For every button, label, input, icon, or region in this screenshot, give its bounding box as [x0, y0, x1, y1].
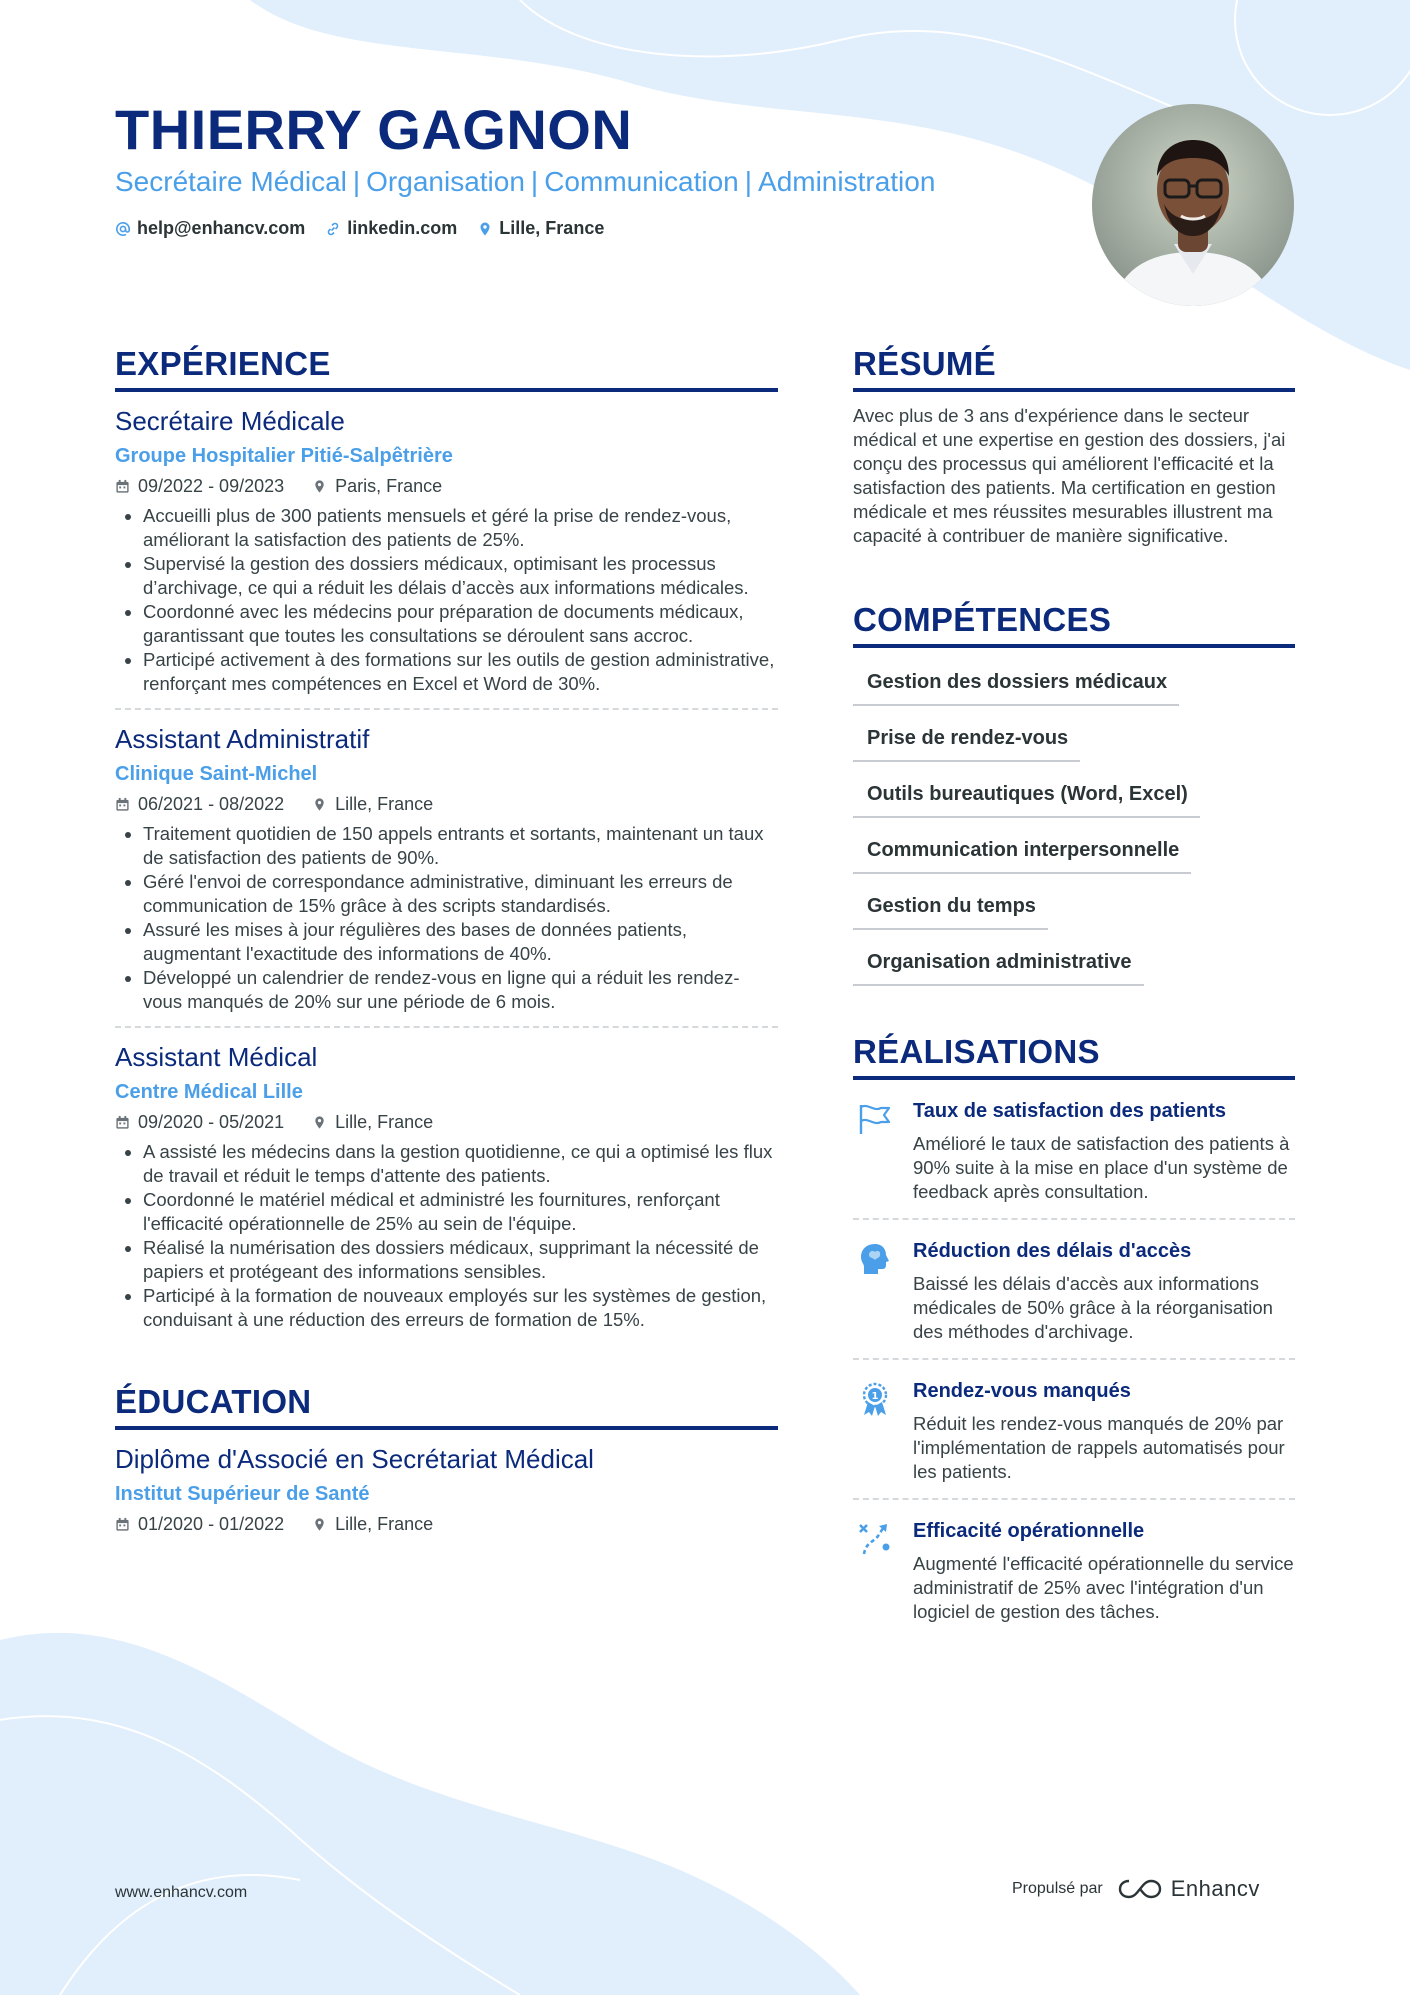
company-name: Clinique Saint-Michel [115, 763, 318, 785]
education-entry [115, 1430, 778, 1536]
calendar-icon [115, 479, 130, 494]
job-location: Lille, France [335, 794, 434, 814]
achievement-item [853, 1360, 1295, 1500]
right-column [853, 344, 1295, 1638]
job-bullet: • Participé à la formation de nouveaux employés sur les systèmes de gestion, conduisant à une réduction des erreurs de formation de 15%. [143, 1284, 778, 1332]
skill-tag: Communication interpersonnelle [853, 826, 1191, 874]
achievement-item [853, 1500, 1295, 1638]
job-bullet: • Géré l'envoi de correspondance administrative, diminuant les erreurs de communication de 15% grâce à des scripts standardisés. [143, 870, 778, 918]
headline-item: Communication [544, 166, 739, 197]
headline-separator: | [352, 166, 361, 197]
job-bullets [115, 504, 778, 696]
experience-entry [115, 710, 778, 1028]
education-location: Lille, France [335, 1514, 434, 1534]
contact-linkedin[interactable] [325, 218, 457, 239]
education-meta [115, 1512, 778, 1536]
achievement-title: Rendez-vous manqués [913, 1380, 1131, 1402]
headline [115, 166, 935, 198]
headline-item: Organisation [366, 166, 525, 197]
degree-title: Diplôme d'Associé en Secrétariat Médical [115, 1444, 594, 1474]
location-pin-icon [312, 1517, 327, 1532]
skills-section-title: COMPÉTENCES [853, 600, 1295, 648]
skill-list [853, 658, 1295, 986]
education-section-title: ÉDUCATION [115, 1382, 778, 1430]
skills-section [853, 600, 1295, 986]
job-bullet: • A assisté les médecins dans la gestion quotidienne, ce qui a optimisé les flux de travail et réduit le temps d'attente des patients. [143, 1140, 778, 1188]
achievement-title: Réduction des délais d'accès [913, 1240, 1192, 1262]
link-icon [325, 221, 341, 237]
calendar-icon [115, 797, 130, 812]
job-bullet: • Supervisé la gestion des dossiers médicaux, optimisant les processus d’archivage, ce qui a réduit les délais d’accès aux informations médicales. [143, 552, 778, 600]
powered-by-text: Propulsé par [1012, 1880, 1103, 1897]
job-bullets [115, 822, 778, 1014]
left-column [115, 344, 778, 1536]
experience-entry [115, 392, 778, 710]
experience-section-title: EXPÉRIENCE [115, 344, 778, 392]
contact-location [477, 218, 604, 239]
skill-tag: Organisation administrative [853, 938, 1144, 986]
school-name: Institut Supérieur de Santé [115, 1483, 370, 1505]
calendar-icon [115, 1517, 130, 1532]
achievement-desc: Augmenté l'efficacité opérationnelle du service administratif de 25% avec l'intégration d'un logiciel de gestion des tâches. [913, 1553, 1294, 1622]
headline-item: Administration [758, 166, 936, 197]
experience-entry [115, 1028, 778, 1332]
profile-photo [1092, 104, 1294, 306]
job-title: Secrétaire Médicale [115, 406, 345, 436]
education-dates: 01/2020 - 01/2022 [138, 1514, 285, 1534]
achievement-desc: Amélioré le taux de satisfaction des patients à 90% suite à la mise en place d'un système de feedback après consultation. [913, 1133, 1290, 1202]
education-section [115, 1382, 778, 1536]
job-bullet: • Assuré les mises à jour régulières des bases de données patients, augmentant l'exactitude des informations de 40%. [143, 918, 778, 966]
summary-section-title: RÉSUMÉ [853, 344, 1295, 392]
at-icon [115, 221, 131, 237]
flag-icon [856, 1100, 894, 1138]
achievement-desc: Baissé les délais d'accès aux informations médicales de 50% grâce à la réorganisation des méthodes d'archivage. [913, 1273, 1273, 1342]
strategy-icon [856, 1520, 894, 1558]
job-bullet: • Réalisé la numérisation des dossiers médicaux, supprimant la nécessité de papiers et protégeant des informations sensibles. [143, 1236, 778, 1284]
linkedin-text: linkedin.com [347, 218, 458, 238]
job-bullet: • Développé un calendrier de rendez-vous en ligne qui a réduit les rendez-vous manqués de 20% sur une période de 6 mois. [143, 966, 778, 1014]
svg-text:1: 1 [871, 1391, 879, 1402]
achievements-section [853, 1032, 1295, 1638]
brand-name: Enhancv [1170, 1876, 1260, 1901]
achievements-section-title: RÉALISATIONS [853, 1032, 1295, 1080]
footer-website[interactable]: www.enhancv.com [115, 1884, 248, 1901]
email-text: help@enhancv.com [137, 218, 306, 238]
job-title: Assistant Médical [115, 1042, 318, 1072]
job-bullet: • Accueilli plus de 300 patients mensuels et géré la prise de rendez-vous, améliorant la satisfaction des patients de 25%. [143, 504, 778, 552]
location-text: Lille, France [499, 218, 605, 238]
job-bullet: • Coordonné avec les médecins pour préparation de documents médicaux, garantissant que toutes les consultations se déroulent sans accroc. [143, 600, 778, 648]
candidate-name: THIERRY GAGNON [115, 98, 633, 161]
location-pin-icon [477, 221, 493, 237]
job-meta [115, 792, 778, 816]
head-icon [856, 1240, 894, 1278]
calendar-icon [115, 1115, 130, 1130]
job-title: Assistant Administratif [115, 724, 370, 754]
contact-email[interactable] [115, 218, 305, 239]
headline-separator: | [530, 166, 539, 197]
headline-item: Secrétaire Médical [115, 166, 347, 197]
company-name: Centre Médical Lille [115, 1081, 303, 1103]
achievement-title: Efficacité opérationnelle [913, 1520, 1145, 1542]
skill-tag: Gestion du temps [853, 882, 1048, 930]
job-bullet: • Participé activement à des formations sur les outils de gestion administrative, renforçant mes compétences en Excel et Word de 30%. [143, 648, 778, 696]
job-dates: 09/2020 - 05/2021 [138, 1112, 285, 1132]
job-dates: 09/2022 - 09/2023 [138, 476, 285, 496]
enhancv-logo-icon [1117, 1877, 1163, 1901]
job-meta [115, 1110, 778, 1134]
contact-bar [115, 218, 604, 239]
skill-tag: Prise de rendez-vous [853, 714, 1080, 762]
location-pin-icon [312, 1115, 327, 1130]
job-bullets [115, 1140, 778, 1332]
job-location: Lille, France [335, 1112, 434, 1132]
skill-tag: Outils bureautiques (Word, Excel) [853, 770, 1200, 818]
achievement-desc: Réduit les rendez-vous manqués de 20% par l'implémentation de rappels automatisés pour les patients. [913, 1413, 1285, 1482]
award-ribbon-icon [856, 1380, 894, 1418]
achievement-title: Taux de satisfaction des patients [913, 1100, 1227, 1122]
skill-tag: Gestion des dossiers médicaux [853, 658, 1179, 706]
headline-separator: | [744, 166, 753, 197]
summary-text: Avec plus de 3 ans d'expérience dans le secteur médical et une expertise en gestion des dossiers, j'ai conçu des processus qui améliorent l'efficacité et la satisfaction des patients. Ma certification en gestion médicale et mes réussites mesurables illustrent ma capacité à contribuer de manière significative. [853, 405, 1286, 546]
job-bullet: • Coordonné le matériel médical et administré les fournitures, renforçant l'efficacité opérationnelle de 25% au sein de l'équipe. [143, 1188, 778, 1236]
company-name: Groupe Hospitalier Pitié-Salpêtrière [115, 445, 453, 467]
footer-branding [1012, 1876, 1260, 1902]
job-location: Paris, France [335, 476, 443, 496]
job-meta [115, 474, 778, 498]
brand-logo[interactable] [1117, 1876, 1260, 1902]
job-dates: 06/2021 - 08/2022 [138, 794, 285, 814]
job-bullet: • Traitement quotidien de 150 appels entrants et sortants, maintenant un taux de satisfaction des patients de 90%. [143, 822, 778, 870]
location-pin-icon [312, 479, 327, 494]
achievement-item [853, 1080, 1295, 1220]
achievement-item [853, 1220, 1295, 1360]
location-pin-icon [312, 797, 327, 812]
